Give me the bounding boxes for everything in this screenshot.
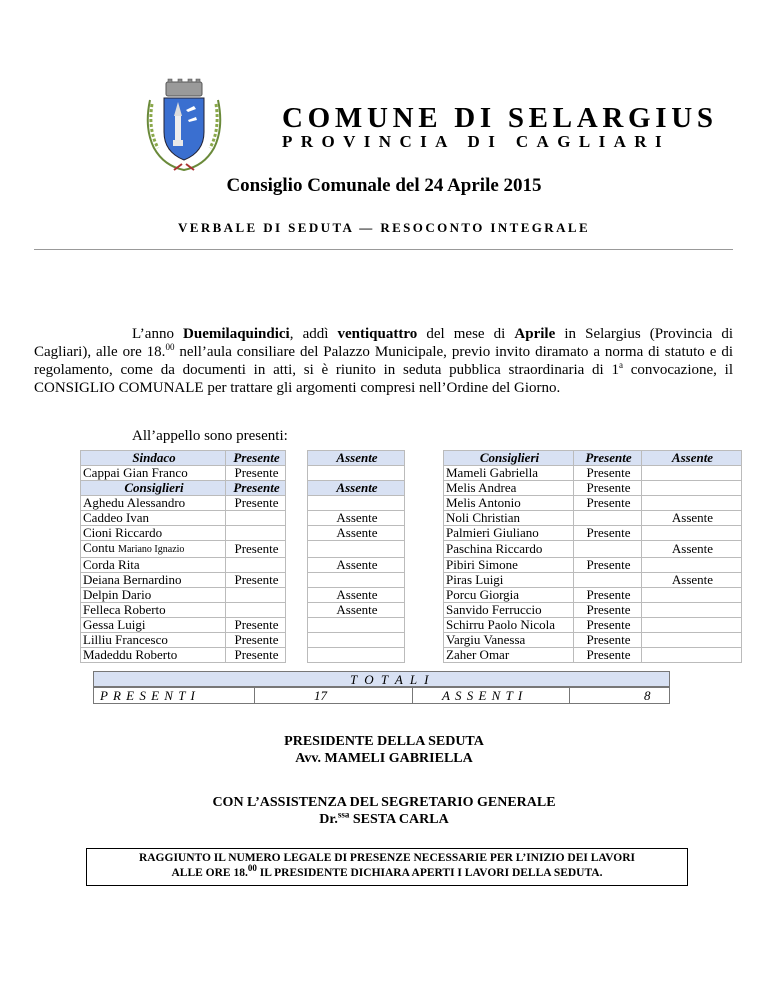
councillor-name: Noli Christian: [444, 511, 574, 526]
councillor-name: Pibiri Simone: [444, 558, 574, 573]
councillor-presente: Presente: [226, 573, 286, 588]
secretary-title: CON L’ASSISTENZA DEL SEGRETARIO GENERALE: [212, 795, 556, 810]
president-name: Avv. MAMELI GABRIELLA: [295, 751, 473, 766]
councillor-name: Vargiu Vanessa: [444, 633, 574, 648]
presente-header-left: Presente: [226, 481, 286, 496]
totals-row: [93, 686, 670, 704]
attendance-table: [80, 450, 742, 663]
councillor-presente: Presente: [574, 466, 642, 481]
councillor-name: Lilliu Francesco: [81, 633, 226, 648]
councillor-assente: [642, 618, 742, 633]
councillor-presente: Presente: [574, 633, 642, 648]
meeting-title: Consiglio Comunale del 24 Aprile 2015: [226, 175, 542, 196]
councillor-assente: [642, 496, 742, 511]
councillor-assente: [308, 541, 405, 558]
notice-line-2: ALLE ORE 18.00 IL PRESIDENTE DICHIARA APERTI I LAVORI DELLA SEDUTA.: [171, 863, 603, 879]
councillor-assente: Assente: [642, 541, 742, 558]
presente-header: Presente: [226, 451, 286, 466]
councillor-presente: Presente: [574, 526, 642, 541]
councillor-name: Zaher Omar: [444, 648, 574, 663]
councillor-presente: Presente: [574, 603, 642, 618]
councillor-name: Caddeo Ivan: [81, 511, 226, 526]
councillor-presente: Presente: [574, 648, 642, 663]
councillor-assente: Assente: [308, 588, 405, 603]
sindaco-header: Sindaco: [81, 451, 226, 466]
councillor-name: Cioni Riccardo: [81, 526, 226, 541]
councillor-assente: Assente: [308, 603, 405, 618]
sindaco-name: Cappai Gian Franco: [81, 466, 226, 481]
councillor-assente: Assente: [308, 558, 405, 573]
assenti-label: A S S E N T I: [442, 688, 524, 703]
councillor-assente: [642, 603, 742, 618]
councillor-assente: Assente: [308, 511, 405, 526]
presenti-label: P R E S E N T I: [100, 688, 196, 703]
councillor-assente: [642, 466, 742, 481]
province-subtitle: PROVINCIA DI CAGLIARI: [282, 132, 670, 151]
municipality-title: COMUNE DI SELARGIUS: [282, 102, 718, 134]
councillor-assente: [642, 526, 742, 541]
councillor-name: Piras Luigi: [444, 573, 574, 588]
councillor-name: Aghedu Alessandro: [81, 496, 226, 511]
councillor-presente: Presente: [574, 481, 642, 496]
councillor-name: Delpin Dario: [81, 588, 226, 603]
councillor-name: Porcu Giorgia: [444, 588, 574, 603]
councillor-assente: Assente: [308, 526, 405, 541]
assente-header: Assente: [308, 451, 405, 466]
councillor-presente: Presente: [226, 618, 286, 633]
councillor-assente: [642, 588, 742, 603]
councillor-presente: Presente: [226, 648, 286, 663]
presente-header-right: Presente: [574, 451, 642, 466]
header-divider: [34, 249, 733, 250]
councillor-name: Contu Mariano Ignazio: [81, 541, 226, 558]
councillor-assente: [642, 558, 742, 573]
intro-paragraph: L’anno Duemilaquindici, addì ventiquattro del mese di Aprile in Selargius (Provincia di Cagliari), alle ore 18.00 nell’aula consiliare del Palazzo Municipale, previo invito diramato a norma di statuto e di regolamento, come da documenti in atti, si è riunito in seduta pubblica straordinaria di 1$^a$ convocazione, il CONSIGLIO COMUNALE per trattare gli argomenti compresi nell’Ordine del Giorno.: [34, 326, 733, 396]
councillor-name: Paschina Riccardo: [444, 541, 574, 558]
councillor-presente: [574, 541, 642, 558]
councillor-presente: [574, 511, 642, 526]
councillor-assente: Assente: [642, 573, 742, 588]
councillor-name: Felleca Roberto: [81, 603, 226, 618]
president-title: PRESIDENTE DELLA SEDUTA: [284, 734, 484, 749]
councillor-presente: [226, 558, 286, 573]
consiglieri-header-right: Consiglieri: [444, 451, 574, 466]
councillor-presente: [226, 511, 286, 526]
councillor-name: Melis Andrea: [444, 481, 574, 496]
councillor-assente: [642, 633, 742, 648]
councillor-name: Mameli Gabriella: [444, 466, 574, 481]
councillor-name: Schirru Paolo Nicola: [444, 618, 574, 633]
councillor-assente: [642, 648, 742, 663]
secretary-name: Dr.$^{ssa}$ SESTA CARLA: [319, 809, 449, 827]
municipal-crest-icon: [142, 78, 226, 172]
councillor-name: Sanvido Ferruccio: [444, 603, 574, 618]
councillor-assente: [308, 618, 405, 633]
councillor-presente: [226, 588, 286, 603]
assente-header-left: Assente: [308, 481, 405, 496]
minutes-title: VERBALE DI SEDUTA — RESOCONTO INTEGRALE: [177, 220, 591, 235]
councillor-presente: Presente: [226, 633, 286, 648]
councillor-presente: Presente: [574, 588, 642, 603]
councillor-presente: [226, 603, 286, 618]
councillor-assente: [308, 648, 405, 663]
councillor-name: Madeddu Roberto: [81, 648, 226, 663]
sindaco-presente: Presente: [226, 466, 286, 481]
assenti-count: 8: [644, 688, 651, 703]
notice-line-1: RAGGIUNTO IL NUMERO LEGALE DI PRESENZE NECESSARIE PER L’INIZIO DEI LAVORI: [138, 852, 636, 864]
roll-call-intro: All’appello sono presenti:: [132, 428, 288, 444]
councillor-name: Gessa Luigi: [81, 618, 226, 633]
sindaco-assente: [308, 466, 405, 481]
councillor-name: Melis Antonio: [444, 496, 574, 511]
quorum-notice: [86, 848, 688, 886]
councillor-presente: [574, 573, 642, 588]
totals-label: T O T A L I: [350, 672, 431, 687]
consiglieri-header-left: Consiglieri: [81, 481, 226, 496]
assente-header-right: Assente: [642, 451, 742, 466]
councillor-assente: [308, 573, 405, 588]
councillor-presente: Presente: [226, 496, 286, 511]
councillor-assente: [642, 481, 742, 496]
councillor-presente: Presente: [226, 541, 286, 558]
councillor-presente: Presente: [574, 618, 642, 633]
councillor-assente: [308, 633, 405, 648]
councillor-name: Corda Rita: [81, 558, 226, 573]
councillor-assente: Assente: [642, 511, 742, 526]
councillor-presente: [226, 526, 286, 541]
councillor-name: Deiana Bernardino: [81, 573, 226, 588]
presenti-count: 17: [314, 688, 327, 703]
councillor-presente: Presente: [574, 496, 642, 511]
councillor-presente: Presente: [574, 558, 642, 573]
councillor-assente: [308, 496, 405, 511]
councillor-name: Palmieri Giuliano: [444, 526, 574, 541]
